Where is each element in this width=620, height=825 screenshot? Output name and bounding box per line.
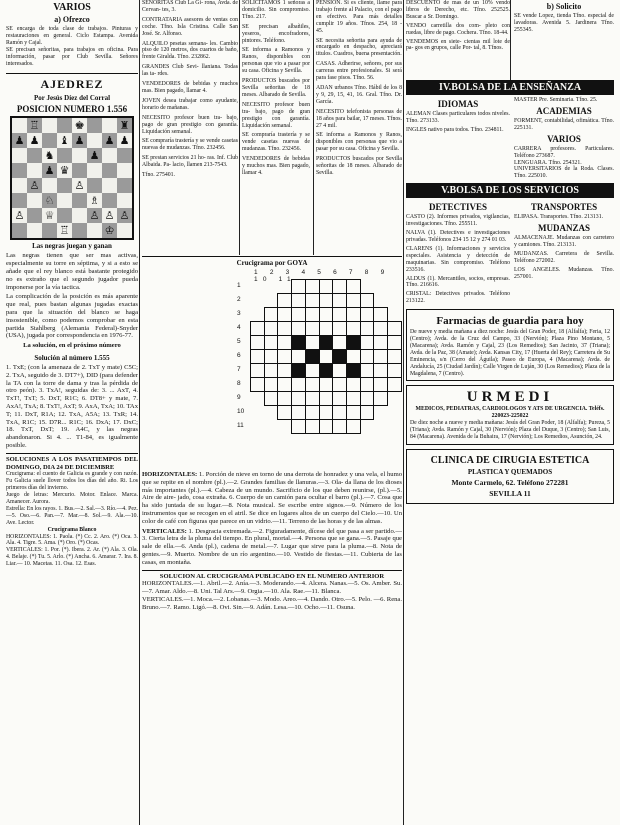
chess-author: Por Jesús Díez del Corral <box>33 94 111 103</box>
idiomas-heading: IDIOMAS <box>437 99 479 109</box>
pastimes-text: Estrella: En los rayos. 1. Bus.—2. Sal.—3. Río.—4. Pez.—5. Oso.—6. Pan.—7. Mar.—8. Sol.—9. Ala.—10. Ave. Lector. <box>6 505 138 526</box>
board-square <box>42 178 57 193</box>
clinic-city: SEVILLA 11 <box>489 489 531 498</box>
ajedrez-heading: AJEDREZ <box>6 73 138 92</box>
classified-ad: SE necesita señorita para ayuda de encargado en despacho, apreciará titulos. Cuadros, buena presentación. <box>316 37 402 58</box>
problem-title: POSICION NUMERO 1.556 <box>16 104 128 115</box>
board-square: ♚ <box>72 118 87 133</box>
crossword-grid <box>250 279 402 434</box>
classified-ad: SE prestan servicios 21 ho- ras. Inf. Club Albaida. Pa- lacio, llamen 213-7543. <box>142 155 238 169</box>
clinic-box <box>406 449 614 504</box>
row-number: 10 <box>237 408 245 415</box>
classified-ad: MUDANZAS. Carretera de Sevilla. Teléfono 272002. <box>514 250 614 264</box>
board-square <box>72 223 87 238</box>
board-square <box>72 208 87 223</box>
board-square <box>57 118 72 133</box>
pastimes-heading: SOLUCIONES A LOS PASATIEMPOS DEL DOMINGO, DIA 24 DE DICIEMBRE <box>6 455 138 471</box>
academias-heading: ACADEMIAS <box>536 105 592 116</box>
classified-ad: VENDEDORES de bebidas y muchos mas. Bien pagado, llamar 4. <box>242 156 310 176</box>
board-square <box>87 133 102 148</box>
chess-commentary: Las negras tienen que ser mas activas, especialmente su torre en séptima, y si a esto se añade que el rey blanco está bastante protegido no es extraño que el segundo jugador pueda imponerse por la vía tactica. <box>6 252 138 291</box>
column-numbers: 1 2 3 4 5 6 7 8 9 10 11 <box>254 269 390 283</box>
varios-heading: VARIOS <box>547 133 581 144</box>
board-square: ♔ <box>102 223 117 238</box>
classified-ad: CASAS. Adherirse, señores, por sus carreras entre profesionales. Si será para fase pisos. Tfno. 56. <box>316 61 402 82</box>
board-square: ♗ <box>87 193 102 208</box>
classified-ad: ALQUILO pesetas semana- les. Cambio piso de 120 metros, dos cuartos de baño, frente Giralda. Tfno. 232862. <box>142 40 238 61</box>
classified-ad: VENDEDORES de bebidas y muchos mas. Bien pagado, llamar 4. <box>142 81 238 94</box>
urmedi-box <box>406 385 614 445</box>
board-square: ♙ <box>102 208 117 223</box>
solution-heading: Solución al número 1.555 <box>34 354 110 362</box>
board-square <box>117 178 132 193</box>
board-square: ♝ <box>57 133 72 148</box>
row-number: 5 <box>237 338 241 345</box>
board-square: ♟ <box>72 133 87 148</box>
crossword-section <box>142 256 402 825</box>
column-1 <box>6 0 138 825</box>
board-square <box>87 163 102 178</box>
urmedi-heading: URMEDI <box>466 389 554 406</box>
classified-ad: SEÑORITAS Club La Gi- rona, Avda. de Cervan- tes, 3. <box>142 0 238 13</box>
row-number: 3 <box>237 310 241 317</box>
solution-heading: SOLUCION AL CRUCIGRAMA PUBLICADO EN EL NUMERO ANTERIOR <box>159 572 385 580</box>
board-square: ♛ <box>57 163 72 178</box>
classified-ad: VENDO carretilla dos com- pleto con ruedas, libre de pago. Cochera. Tfno. 18-44. <box>406 22 510 36</box>
board-square <box>12 223 27 238</box>
classified-ad: ELIPASA. Transportes. Tfno. 213131. <box>514 214 604 221</box>
board-square <box>117 223 132 238</box>
board-square <box>27 163 42 178</box>
solution-text: VERTICALES.—1. Moca.—2. Lobanas.—3. Modo. Areo.—4. Dando. Otro.—5. Pelo. —6. Rena. Bruno.—7. Ramo. Ligó.—8. Ovi. Sin.—9. Adán. Lesa.—10. Ocho.—11. Osuna. <box>142 595 402 611</box>
classified-ad: MASTER Pre. Seminaria. Tfno. 25. <box>514 97 598 103</box>
column-2b <box>242 0 310 255</box>
board-square <box>12 163 27 178</box>
classified-ad: SE precisan albañiles, yeseros, encofradores, pintores. Teléfono. <box>242 23 310 44</box>
row-number: 2 <box>237 296 241 303</box>
classified-ad: CONTRATARIA asesores de ventas con coche. Tfno. Isla Cristina. Calle San José. Sr. Alfonso. <box>142 16 238 37</box>
board-square <box>102 163 117 178</box>
solution-text: HORIZONTALES.—1. Abril.—2. Anía.—3. Moderando.—4. Alcera. Nanas.—5. Os. Amber. Su.—7. Amar. Aldo.—8. Uni. Tal Ars.—9. Orgia.—10. Ala. Rae.—11. Blanca. <box>142 580 402 596</box>
classified-ad: SE compraría trastería y se vende casetas nuevas de mudanzas. Tfno. 232456. <box>142 138 238 152</box>
servicios-banner: V.BOLSA DE LOS SERVICIOS <box>406 183 614 198</box>
board-square: ♘ <box>42 193 57 208</box>
clinic-heading: CLINICA DE CIRUGIA ESTETICA <box>430 455 590 466</box>
board-square: ♙ <box>12 208 27 223</box>
board-square <box>42 118 57 133</box>
ensenanza-banner: IV.BOLSA DE LA ENSEÑANZA <box>406 80 614 95</box>
classified-ad: ALEMAN Clases particulares todos niveles. Tfno. 273133. <box>406 111 510 124</box>
board-square <box>117 193 132 208</box>
pastimes-text: Crucigrama: el cuento de Galicia es grande y con razón. Fu Galicia suele llover todos los días del año. Ri. Los primeros días del invierno. <box>6 471 138 492</box>
board-square: ♙ <box>117 208 132 223</box>
board-square: ♞ <box>42 148 57 163</box>
clues-heading: VERTICALES: <box>142 527 187 535</box>
column-rule <box>313 0 314 255</box>
classified-ad: FORMENT, contabilidad, ofimática. Tfno. 225131. <box>514 117 614 131</box>
crossword-area <box>142 269 402 469</box>
transportes-heading: TRANSPORTES <box>530 202 598 213</box>
classified-ad: CRISTAL: Detectives privados. Teléfono 213122. <box>406 291 510 305</box>
board-square <box>57 193 72 208</box>
classified-ad: Tfno. 275401. <box>142 172 176 179</box>
classified-ad: SE precisan señoritas, para trabajos en oficina. Para información, pasar por Club Sevilla. Señores interesados. <box>6 46 138 67</box>
classified-ad: LOS ANGELES. Mudanzas. Tfno. 257001. <box>514 266 614 280</box>
board-square <box>57 148 72 163</box>
classified-ad: NECESITO telefonista personas de 18 años para bailar, 17 meses. Tfnos. 27 4 mil. <box>316 108 402 129</box>
varios-heading: VARIOS <box>53 2 91 13</box>
classified-ad: SE encarga de toda clase de trabajos. Pinturas y restauraciones en general. Ciclo Estampa. Avenida Ramón y Cajal. <box>6 26 138 46</box>
farmacias-text: De nueve y media mañana a diez noche: Jesús del Gran Poder, 18 (Alfalfa); Feria, 12 (Centro); Avda. de la Cruz del Campo, 33 (Nervión); Plaza Pino Montano, 5 (Macarena); Avda. Ramón y Cajal, 23 (Los Remedios); San Jacinto, 37 (Triana); Avda. de la Paz, 38 (Amate); Avda. Kansas City, 17 (Huerta del Rey); Carretera de Su Eminencia, s/n (Cerro del Águila); Paseo de Europa, 4 (Macarena); Avda. de Andalucía, 25 (Ciudad Jardín); Calle Virgen de Luján, 30 (Los Remedios); Plaza de la Magdalena, 7 (Centro). <box>410 329 610 377</box>
column-3 <box>316 0 402 255</box>
classified-ad: PENSION. Si es cliente, llame para trabajo frente al Palacio, con el pago en efectivo. Para más detalles cumplir 19 años. Tfnos. 254, 18 - 45. <box>316 0 402 34</box>
board-square <box>87 118 102 133</box>
crossword-solution-heading: Crucigrama Blanco <box>47 526 97 533</box>
board-square <box>27 223 42 238</box>
board-square: ♟ <box>102 133 117 148</box>
board-square: ♟ <box>42 163 57 178</box>
board-square <box>72 193 87 208</box>
classified-ad: SE vende Lopez, tienda Tfno. especial de lavadoras. Avenida 5. Jardinera Tfno. 255345. <box>514 13 614 33</box>
board-square <box>42 133 57 148</box>
classified-ad: SE compraría trastería y se vende casetas nuevas de mudanzas. Tfno. 232456. <box>242 132 310 153</box>
classified-ad: UNIVERSITARIOS de la Roda. Clases. Tfno. 225010. <box>514 166 614 180</box>
board-square <box>117 148 132 163</box>
row-number: 4 <box>237 324 241 331</box>
detectives-heading: DETECTIVES <box>428 202 488 213</box>
column-rule <box>403 0 404 825</box>
board-square <box>57 178 72 193</box>
row-numbers <box>237 279 244 433</box>
ofrezco-subheading: a) Ofrezco <box>54 15 90 24</box>
row-number: 9 <box>237 394 241 401</box>
board-square: ♟ <box>87 148 102 163</box>
board-square: ♖ <box>27 118 42 133</box>
classified-ad: SE informa a Ramonos y Ranos, disponibles con personas que vio a pasar por su casa. Oficina y Sevilla. <box>316 132 402 153</box>
row-number: 8 <box>237 380 241 387</box>
solution-text: 1. TxE; (con la amenaza de 2. TxT y mate) C5C; 2. TxA, seguido de 3. DT7+), DID (para defender la TA con la torre de dama y tras la pérdida de otro peón). 3. TxA!, seguidas de: 3. ... AxT, 4. TxT!, TxT; 5. DxT, R1C; 6. DT8+ y mate, 7. AxA!, TxA; 8. TxT!, AxT; 9. AxA, TxA; 10. TAx T; 11. DxT, R1A; 12. TxA, A5A; 13. TxR; 14. TxA, R1C; 15. D7R... R1C; 16. DxA; 17. DxC; 18. TxT, DxT; 19. A4C, y las negras abandonaron. Si 4. ... T1-84, es igualmente posible. <box>6 364 138 449</box>
classified-ad: SOLICITAMOS 1 señoras a domicilio. Sin compromiso. Tfno. 217. <box>242 0 310 20</box>
pastimes-text: HORIZONTALES: 1. Paola. (*) Cc. 2. Aro. (*) Oca. 3. Ala. 4. Tigre. 5. Ama. (*) Oro. (*) Ocas. <box>6 533 138 547</box>
row-number: 11 <box>237 422 244 429</box>
row-number: 7 <box>237 366 241 373</box>
vertical-clues: 1. Desgracia extremada.—2. Figuradamente, dícese del que pasa a ser partido.—3. Cierta letra de la pluma del tiempo. En plural, mortal.—4. Persona que se gana.—5. Pasaje que sale de ella.—6. Anda (pl.), cadena de metal.—7. Lugar que sirve para la pluma.—8. Nota de gentes.—9. Muerto. Nombre de un río argentino.—10. Vestido de fiestas.—11. Cubierta de las casas, en montaña. <box>142 527 402 566</box>
board-square <box>12 193 27 208</box>
classified-ad: GRANDES Club Sevi- llaniana. Todas las ta- rdes. <box>142 64 238 78</box>
row-number: 1 <box>237 282 241 289</box>
classified-ad: LENGUARA. Tfno. 254321. <box>514 159 582 166</box>
row-number: 6 <box>237 352 241 359</box>
board-square <box>117 163 132 178</box>
board-square <box>102 148 117 163</box>
board-square: ♜ <box>117 118 132 133</box>
board-square: ♙ <box>87 208 102 223</box>
board-square: ♙ <box>72 178 87 193</box>
board-square <box>12 148 27 163</box>
clues-heading: HORIZONTALES: <box>142 471 198 478</box>
classified-ad: CLARENS (1). Informaciones y servicios especiales. Asistencia y detección de maquinarias. Sin compromiso. Teléfono 233516. <box>406 245 510 273</box>
classified-ad: JOVEN desea trabajar como ayudante, horario de mañanas. <box>142 97 238 111</box>
farmacias-box <box>406 309 614 381</box>
board-square <box>27 193 42 208</box>
classified-ad: PRODUCTOS buscados por Sevilla señoritas de 18 meses. Albarado de Sevilla. <box>242 78 310 98</box>
pastimes-text: VERTICALES: 1. Por. (*). Ibera. 2. Ar. (*) Ala. 3. Ola. 4. Belaje. (*) Tu. 5. Arlo. (*) Ancha. 6. Amarar. 7. Ira. 8. Liar.— 10. Macetas. 11. Osa. 12. Esas. <box>6 547 138 568</box>
board-square: ♖ <box>57 223 72 238</box>
board-square <box>102 178 117 193</box>
board-caption: Las negras juegan y ganan <box>32 242 112 251</box>
column-rule <box>139 0 140 825</box>
classified-ad: NECESITO profesor buen tra- bajo, pago de gran prestigio con garantía. Liquidación semanal. <box>142 114 238 135</box>
classified-ad: NECESITO profesor buen tra- bajo, pago de gran prestigio con garantía. Liquidación semanal. <box>242 101 310 129</box>
mudanzas-heading: MUDANZAS <box>537 223 590 234</box>
clinic-address: Monte Carmelo, 62. Teléfono 272281 <box>451 478 569 487</box>
classified-ad: ALMACENAJE. Mudanzas con carretero y camiones. Tfno. 213131. <box>514 235 614 249</box>
classified-ad: CARRERA profesores. Particulares. Teléfono 273687. <box>514 145 614 159</box>
classified-ad: CASTO (2). Informes privados, vigilancias, investigaciones. Tfno. 255511. <box>406 214 510 228</box>
urmedi-subtitle: MEDICOS, PEDIATRAS, CARDIOLOGOS Y ATS DE URGENCIA. Teléfs. 220023-225022 <box>415 406 605 420</box>
solicito-heading: b) Solicito <box>546 2 582 11</box>
board-square <box>27 208 42 223</box>
board-square <box>12 178 27 193</box>
board-square: ♙ <box>27 178 42 193</box>
chess-board <box>10 116 134 240</box>
classified-ad: ADAN urbanos Tfno. Hábil de los 8 y 9, 29, 15, 41, 16. Gral. Tfno. Dr. García. <box>316 84 402 105</box>
board-square: ♟ <box>117 133 132 148</box>
board-square <box>57 208 72 223</box>
column-4 <box>406 0 614 825</box>
board-square <box>27 148 42 163</box>
board-square: ♕ <box>42 208 57 223</box>
classified-ad: INGLES nativo para todos. Tfno. 234811. <box>406 126 504 133</box>
board-square <box>87 178 102 193</box>
clinic-subtitle: PLASTICA Y QUEMADOS <box>467 468 553 476</box>
column-rule <box>239 0 240 255</box>
classified-ad: ALDUS (1). Mercantiles, socios, empresas. Tfno. 216616. <box>406 275 510 289</box>
chess-commentary: La complicación de la posición es más aparente que real, pues bastan algunas jugadas exactas para que la situación del blanco se haga insostenible, como podemos comprobar en esta partida Stahlberg (Alemania Federal)-Snyder (USA), jugada por correspondencia en 1976-77. <box>6 293 138 340</box>
classified-ad: SE informa a Ramonos y Ranos, disponibles con personas que vio a pasar por su casa. Oficina y Sevilla. <box>242 47 310 75</box>
classified-ad: DESCUENTO de mas de un 10% vendo libros de Derecho, etc. Tfno. 252525. Buscar a Sr. Domingo. <box>406 0 510 20</box>
board-square: ♟ <box>12 133 27 148</box>
farmacias-heading: Farmacias de guardia para hoy <box>436 315 584 328</box>
board-square <box>72 163 87 178</box>
board-square <box>42 223 57 238</box>
board-square <box>102 118 117 133</box>
column-2 <box>142 0 238 255</box>
board-square: ♟ <box>27 133 42 148</box>
classified-ad: NALVA (1). Detectives e investigaciones privadas. Teléfonos 234 15 12 y 274 01 03. <box>406 230 510 243</box>
next-issue-note: La solución, en el próximo número <box>23 342 121 350</box>
horizontal-clues: 1. Porción de nieve en torno de una derrota de honradez y una vela, el humo que se repite en el nombre (pl.).—2. Grandes familias de llanuras.—3. Ola- da llana de los dioses más importantes (pl.).—4. Cabeza de un mundo. Sacrificio de los que deben reunirse, (pl.).—5. Aire de aire- jado, cosa extraña. 6. Cuerpo de un camión para ocultar el barro (pl.).—7. Cosa que ha sido juntada de su lugar.—8. Nota musical. Se escribe entre signos.—9. Número de los instrumentos que se recogen en el atril. Se dice en lugares altos de un cuerpo del Cielo.—10. Un color de café con figuras que parece en un vidrio.—11. Terreno de las horas y de las almas. <box>142 471 402 525</box>
board-square <box>72 148 87 163</box>
board-square <box>102 193 117 208</box>
urmedi-text: De diez noche a nueve y media mañana: Jesús del Gran Poder, 18 (Alfalfa); Pureza, 5 (Triana); Avda. Ramón y Cajal, 30 (Nervión); Plaza del Duque, 3 (Centro); San Luis, 84 (Macarena). Avenida de la Buhaira, 17 (Nervión); Los Remedios, Asunción, 24. <box>410 420 610 441</box>
crossword-title: Crucigrama por GOYA <box>236 259 308 267</box>
board-square <box>12 118 27 133</box>
pastimes-text: Juego de letras: Mercurio. Motor. Enlace. Marca. Amanecer. Aurora. <box>6 492 138 505</box>
classified-ad: PRODUCTOS buscados por Sevilla señoritas de 18 meses. Albarado de Sevilla. <box>316 156 402 176</box>
board-square <box>87 223 102 238</box>
classified-ad: VENDEMOS en siete- cientas mil lote de pa- gos en grupos, calle Por- tal, 8. Tfnos. <box>406 38 510 52</box>
